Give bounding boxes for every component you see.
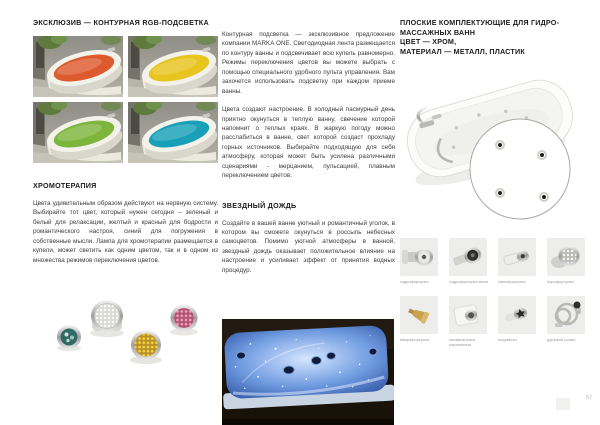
chromo-lamp-off xyxy=(90,300,124,337)
chromo-lamps-photo xyxy=(33,279,218,384)
component-photo-hydro-jet xyxy=(400,238,438,276)
column-rgb-lighting xyxy=(33,18,218,389)
components-title: ПЛОСКИЕ КОМПЛЕКТУЮЩИЕ ДЛЯ ГИДРО-МАССАЖНЫХ ВАНН xyxy=(400,18,560,37)
component-item: гидрофорсунка мини xyxy=(449,238,491,284)
components-subtitle-material: МАТЕРИАЛ — МЕТАЛЛ, ПЛАСТИК xyxy=(400,47,525,57)
components-grid xyxy=(400,238,590,348)
component-photo-aero-jet xyxy=(547,238,585,276)
tub-photo-teal xyxy=(128,102,218,163)
chromo-section-body: Цвета удивительным образом действуют на нервную систему. Выбирайте тот цвет, который нужен сегодня – зеленый и белый для релаксации, желтый и красный для бодрости и романтического настроя, синий для погружения в собственные мысли. Лампа для хромотерапии размещается в купели, может светить как одним цветом, так и в одном из множества режимов переключения цветов. xyxy=(33,200,218,264)
magnifier-inset xyxy=(470,119,570,219)
component-photo-pneumo-button xyxy=(449,296,487,334)
rgb-intro-paragraph: Контурная подсветка — эксклюзивное предложение компании MARKA ONE. Светодиодная лента размещается по контуру ванны и подсвечивает всю купель равномерно. Режимы переключения цветов вы можете выбрать с помощью специального удобного пульта управления. Вам захочется использовать подсветку при каждом приеме ванны. xyxy=(222,31,395,95)
chromo-lamp-yellow xyxy=(130,330,162,364)
chromo-section-title: ХРОМОТЕРАПИЯ xyxy=(33,181,97,190)
component-item: аэрофорсунка xyxy=(547,238,589,284)
chromo-control-button xyxy=(57,325,81,351)
component-item: микрофорсунка xyxy=(400,296,442,347)
column-components xyxy=(400,18,590,347)
component-photo-light-unit xyxy=(498,296,536,334)
component-photo-hydro-jet-mini xyxy=(449,238,487,276)
component-photo-micro-jet xyxy=(400,296,438,334)
component-item: душевой шланг xyxy=(547,296,589,347)
star-section-title: ЗВЕЗДНЫЙ ДОЖДЬ xyxy=(222,200,297,210)
flat-jets-tub-photo xyxy=(400,57,590,225)
tub-photo-orange xyxy=(33,36,123,97)
tub-photo-green xyxy=(33,102,123,163)
components-subtitle-color: ЦВЕТ — ХРОМ, xyxy=(400,37,457,47)
star-section-body: Создайте в вашей ванне уютный и романтичный уголок, в котором вы сможете окунуться в россыпь небесных самоцветов. Помимо уютной атмосферы в ванной, звездный дождь оказывает положительное влияние на настроение и усиливает эффект от принятия водных процедур. xyxy=(222,219,395,274)
rgb-mood-paragraph: Цвета создают настроение. В холодный пасмурный день приятно окунуться в теплую ванну, свечение которой напомнит о теплых краях. В жаркую погоду можно расслабиться в ванне, свет которой создаст прохладу горных источников. Выбирайте подходящую для себя атмосферу, которая может быть усилена различными сценариями - мерцанием, пульсацией, плавным переключением цветов. xyxy=(222,106,395,180)
rgb-section-title: ЭКСКЛЮЗИВ — КОНТУРНАЯ RGB-ПОДСВЕТКА xyxy=(33,18,209,27)
component-item: подсветка xyxy=(498,296,540,347)
star-rain-photo xyxy=(222,319,394,425)
rgb-tub-photo-grid xyxy=(33,36,218,163)
footer-watermark xyxy=(556,398,570,410)
chromo-lamp-pink xyxy=(170,305,198,336)
tub-photo-yellow xyxy=(128,36,218,97)
component-item: пневмокнопка управления xyxy=(449,296,491,347)
component-item: минифорсунка xyxy=(498,238,540,284)
column-text-star-rain xyxy=(222,18,395,425)
component-photo-shower-hose xyxy=(547,296,585,334)
page-number: 57 xyxy=(585,395,592,401)
component-photo-mini-jet xyxy=(498,238,536,276)
component-item: гидрофорсунка xyxy=(400,238,442,284)
